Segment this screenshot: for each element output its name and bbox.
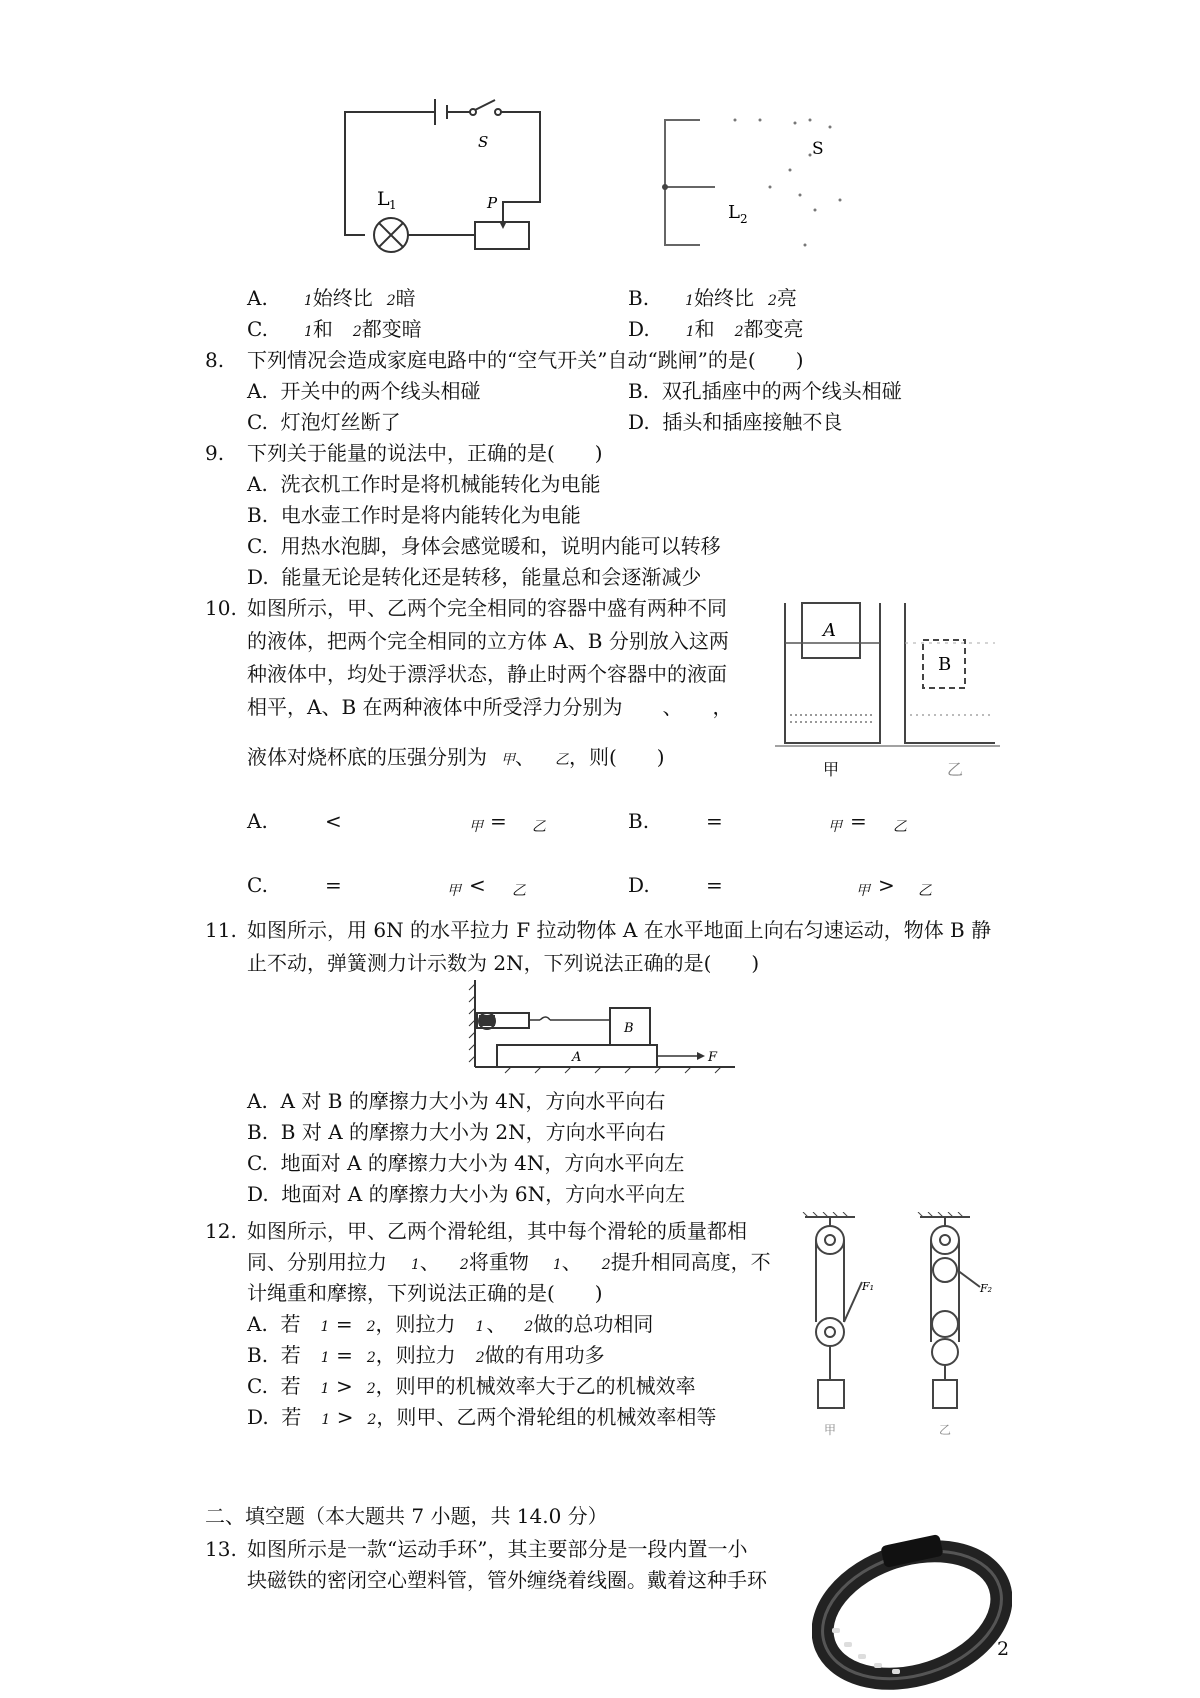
- q12-line-1: 如图所示，甲、乙两个滑轮组，其中每个滑轮的质量都相: [247, 1219, 747, 1243]
- q8-option-A[interactable]: A. 开关中的两个线头相碰: [247, 379, 481, 403]
- q12-option-C[interactable]: C. 若 1 > 2，则甲的机械效率大于乙的机械效率: [247, 1374, 696, 1398]
- q11-line-2: 止不动，弹簧测力计示数为 2N，下列说法正确的是( ): [247, 951, 760, 975]
- q8-stem: 下列情况会造成家庭电路中的“空气开关”自动“跳闸”的是( ): [247, 348, 804, 372]
- q12-option-A[interactable]: A. 若 1 = 2，则拉力 1 、 2做的总功相同: [247, 1312, 654, 1336]
- svg-text:A: A: [572, 1050, 582, 1065]
- svg-text:甲: 甲: [823, 760, 840, 779]
- q10-line-4: 相平，A、B 在两种液体中所受浮力分别为 、 ，: [247, 695, 733, 719]
- q10-line-3: 种液体中，均处于漂浮状态，静止时两个容器中的液面: [247, 662, 727, 686]
- svg-text:F₁: F₁: [862, 1280, 875, 1293]
- q8-option-C[interactable]: C. 灯泡灯丝断了: [247, 410, 401, 434]
- q12-option-D[interactable]: D. 若 1 > 2，则甲、乙两个滑轮组的机械效率相等: [247, 1405, 717, 1429]
- circuit-diagram-1: [335, 95, 560, 265]
- svg-text:L: L: [377, 188, 390, 210]
- q8-number: 8.: [205, 348, 225, 372]
- svg-text:B: B: [938, 654, 952, 675]
- svg-text:乙: 乙: [947, 760, 964, 779]
- q9-stem: 下列关于能量的说法中，正确的是( ): [247, 441, 603, 465]
- q10-option-C[interactable]: C. = 甲 < 乙: [247, 873, 526, 899]
- q13-line-1: 如图所示是一款“运动手环”，其主要部分是一段内置一小: [247, 1537, 748, 1561]
- q9-option-C[interactable]: C. 用热水泡脚，身体会感觉暖和，说明内能可以转移: [247, 534, 721, 558]
- q9-number: 9.: [205, 441, 225, 465]
- q11-option-B[interactable]: B. B 对 A 的摩擦力大小为 2N，方向水平向右: [247, 1120, 666, 1144]
- q11-option-D[interactable]: D. 地面对 A 的摩擦力大小为 6N，方向水平向左: [247, 1182, 686, 1206]
- q8-option-B[interactable]: B. 双孔插座中的两个线头相碰: [628, 379, 902, 403]
- svg-text:乙: 乙: [939, 1423, 952, 1437]
- page-number: 2: [997, 1638, 1010, 1660]
- q12-line-2: 同、分别用拉力 1、 2将重物 1、 2提升相同高度，不: [247, 1250, 771, 1274]
- q9-option-B[interactable]: B. 电水壶工作时是将内能转化为电能: [247, 503, 581, 527]
- q11-number: 11.: [205, 918, 237, 942]
- label-S: S: [478, 133, 489, 151]
- svg-text:2: 2: [740, 212, 748, 226]
- q10-option-D[interactable]: D. = 甲 > 乙: [628, 873, 932, 899]
- svg-text:1: 1: [389, 198, 397, 212]
- fitness-band-image: [812, 1520, 1012, 1698]
- q11-option-C[interactable]: C. 地面对 A 的摩擦力大小为 4N，方向水平向左: [247, 1151, 685, 1175]
- q12-option-B[interactable]: B. 若 1 = 2，则拉力 2做的有用功多: [247, 1343, 605, 1367]
- q7-option-B[interactable]: B. 1始终比 2亮: [628, 286, 797, 310]
- svg-text:A: A: [823, 620, 836, 641]
- q13-number: 13.: [205, 1537, 237, 1561]
- q7-option-A[interactable]: A. 1始终比 2暗: [247, 286, 416, 310]
- q10-line-1: 如图所示，甲、乙两个完全相同的容器中盛有两种不同: [247, 596, 727, 620]
- q10-option-B[interactable]: B. = 甲 = 乙: [628, 809, 907, 835]
- svg-text:B: B: [624, 1021, 634, 1036]
- svg-text:F: F: [708, 1050, 718, 1065]
- svg-text:F₂: F₂: [980, 1282, 993, 1295]
- q12-number: 12.: [205, 1219, 237, 1243]
- q10-number: 10.: [205, 596, 237, 620]
- q12-line-3: 计绳重和摩擦，下列说法正确的是( ): [247, 1281, 603, 1305]
- pulley-figure: [800, 1212, 1000, 1442]
- svg-text:P: P: [487, 194, 498, 212]
- q7-option-D[interactable]: D. 1和 2都变亮: [628, 317, 804, 341]
- svg-text:S: S: [812, 139, 824, 159]
- buoyancy-figure: [775, 598, 1000, 788]
- q9-option-D[interactable]: D. 能量无论是转化还是转移，能量总和会逐渐减少: [247, 565, 702, 589]
- section-2-title: 二、填空题（本大题共 7 小题，共 14.0 分）: [205, 1504, 608, 1528]
- q11-option-A[interactable]: A. A 对 B 的摩擦力大小为 4N，方向水平向右: [247, 1089, 666, 1113]
- circuit-diagram-2: [660, 115, 880, 255]
- q9-option-A[interactable]: A. 洗衣机工作时是将机械能转化为电能: [247, 472, 601, 496]
- q13-line-2: 块磁铁的密闭空心塑料管，管外缠绕着线圈。戴着这种手环: [247, 1568, 767, 1592]
- q8-option-D[interactable]: D. 插头和插座接触不良: [628, 410, 843, 434]
- q10-line-2: 的液体，把两个完全相同的立方体 A、B 分别放入这两: [247, 629, 729, 653]
- svg-text:甲: 甲: [824, 1423, 837, 1437]
- svg-text:L: L: [728, 202, 740, 223]
- q11-line-1: 如图所示，用 6N 的水平拉力 F 拉动物体 A 在水平地面上向右匀速运动，物体 B 静: [247, 918, 992, 942]
- q10-option-A[interactable]: A. < 甲 = 乙: [247, 809, 546, 835]
- friction-figure: [465, 975, 745, 1075]
- q10-line-5: 液体对烧杯底的压强分别为 甲、 乙，则( ): [247, 745, 665, 769]
- q7-option-C[interactable]: C. 1和 2都变暗: [247, 317, 422, 341]
